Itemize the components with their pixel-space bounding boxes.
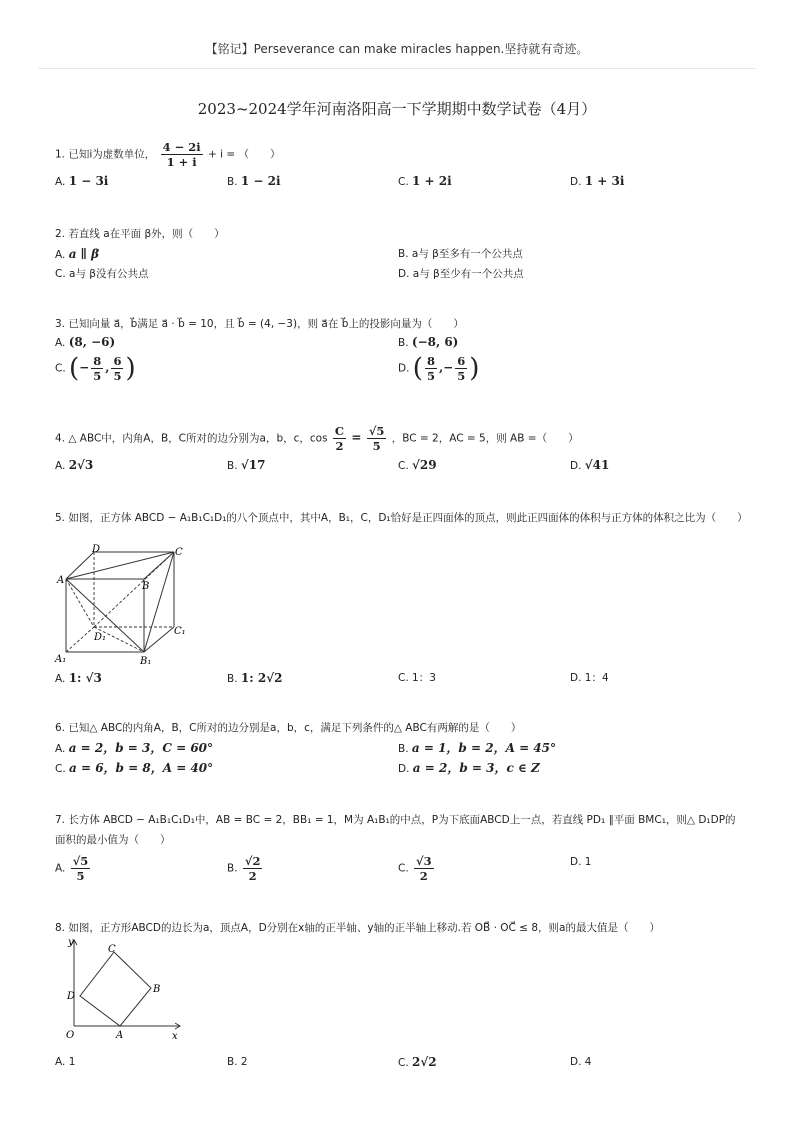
question-8-stem: 8. 如图，正方形ABCD的边长为a，顶点A，D分别在x轴的正半轴、y轴的正半轴上移动.若 OB⃗ · OC⃗ ≤ 8，则a的最大值是（ ）: [55, 922, 660, 934]
question-1-stem-post: + i = （ ）: [207, 148, 281, 161]
question-7-options: [55, 854, 745, 888]
question-7-option-c[interactable]: C. $\frac{√3}{2}$: [398, 854, 432, 883]
question-1-option-b[interactable]: B. 1 − 2i: [227, 174, 281, 188]
question-1-stem-pre: 1. 已知i为虚数单位，: [55, 148, 156, 161]
figure5-label-d: D: [92, 544, 101, 555]
figure8-label-o: O: [66, 1030, 75, 1041]
figure8-label-c: C: [108, 944, 116, 955]
question-5-option-a[interactable]: A. 1: √3: [55, 671, 102, 685]
question-3-option-c[interactable]: C. (− $\frac{8}{5}$ , $\frac{6}{5}$ ): [55, 353, 136, 384]
question-7-option-b[interactable]: B. $\frac{√2}{2}$: [227, 854, 261, 883]
figure5-label-a1: A₁: [55, 654, 67, 665]
question-4-options: [55, 457, 745, 475]
page-title: 2023~2024学年河南洛阳高一下学期期中数学试卷（4月）: [197, 100, 597, 118]
question-8-options: [55, 1054, 745, 1072]
question-7-option-d[interactable]: D. 1: [570, 856, 592, 868]
question-8-option-c[interactable]: C. 2√2: [398, 1055, 437, 1069]
figure5-label-c: C: [175, 547, 183, 558]
question-1-fraction-den: 1 + i: [166, 155, 197, 169]
question-6-option-d[interactable]: D. a = 2，b = 3，c ∈ Z: [398, 761, 540, 775]
question-1-option-a[interactable]: A. 1 − 3i: [55, 174, 109, 188]
question-6-option-a[interactable]: A. a = 2，b = 3，C = 60°: [55, 741, 214, 755]
question-1-option-c[interactable]: C. 1 + 2i: [398, 174, 452, 188]
question-7-option-a[interactable]: A. $\frac{√5}{5}$: [55, 854, 89, 883]
page-motto: 【铭记】Perseverance can make miracles happen.坚持就有奇迹。: [205, 42, 589, 56]
question-2-stem: 2. 若直线 a在平面 β外，则（ ）: [55, 228, 225, 240]
question-3-option-b[interactable]: B. (−8, 6): [398, 335, 459, 349]
question-4: [55, 424, 745, 475]
question-5-options-wrap: [55, 670, 745, 688]
figure8-label-y: y: [68, 937, 74, 948]
question-3: [55, 316, 745, 386]
question-2-options-row2: [55, 266, 745, 284]
question-2: [55, 226, 745, 284]
question-4-option-b[interactable]: B. √17: [227, 458, 266, 472]
question-4-option-d[interactable]: D. √41: [570, 458, 610, 472]
figure5-label-a: A: [57, 575, 65, 586]
figure8-label-d: D: [67, 991, 76, 1002]
question-2-option-d[interactable]: D. a与 β至少有一个公共点: [398, 268, 524, 280]
question-5-stem: 5. 如图，正方体 ABCD − A₁B₁C₁D₁的八个顶点中，其中A，B₁，C，D₁恰好是正四面体的顶点，则此正四面体的体积与正方体的体积之比为（ ）: [55, 512, 748, 524]
figure5-label-d1: D₁: [94, 632, 107, 643]
question-8-option-d[interactable]: D. 4: [570, 1056, 592, 1068]
question-3-options-row2: [55, 350, 745, 386]
question-6: [55, 720, 745, 778]
question-6-option-c[interactable]: C. a = 6，b = 8，A = 40°: [55, 761, 214, 775]
question-1-option-d[interactable]: D. 1 + 3i: [570, 174, 625, 188]
question-2-option-b[interactable]: B. a与 β至多有一个公共点: [398, 248, 523, 260]
question-2-option-c[interactable]: C. a与 β没有公共点: [55, 268, 149, 280]
question-5-options: [55, 670, 745, 688]
question-6-options-row1: [55, 740, 745, 758]
question-8-options-wrap: [55, 1054, 745, 1072]
question-2-options-row1: [55, 246, 745, 264]
figure5-label-b1: B₁: [140, 656, 152, 667]
question-4-option-c[interactable]: C. √29: [398, 458, 437, 472]
question-2-option-a[interactable]: A. a ∥ β: [55, 247, 100, 261]
question-8-coordinate-figure: [52, 936, 187, 1046]
figure5-label-c1: C₁: [174, 626, 186, 637]
question-5: [55, 508, 748, 528]
question-4-option-a[interactable]: A. 2√3: [55, 458, 94, 472]
question-6-option-b[interactable]: B. a = 1，b = 2，A = 45°: [398, 741, 556, 755]
question-5-option-c[interactable]: C. 1：3: [398, 672, 436, 684]
question-1-fraction-num: 4 − 2i: [162, 140, 201, 154]
header-divider: [38, 68, 756, 69]
figure8-label-b: B: [153, 984, 161, 995]
question-3-stem: 3. 已知向量 a⃗，b⃗满足 a⃗ · b⃗ = 10，且 b⃗ = (4, −3)，则 a⃗在 b⃗上的投影向量为（ ）: [55, 318, 464, 330]
question-1: [55, 140, 745, 191]
question-8: [55, 920, 745, 936]
question-8-option-a[interactable]: A. 1: [55, 1056, 76, 1068]
question-5-cube-figure: [52, 542, 192, 670]
question-5-option-d[interactable]: D. 1：4: [570, 672, 609, 684]
question-7: [55, 810, 745, 888]
figure8-label-a: A: [116, 1030, 124, 1041]
question-4-stem: 4. △ ABC中，内角A，B，C所对的边分别为a，b，c，cos $\frac{C}{2}$ = $\frac{√5}{5}$ ，BC = 2，AC = 5，则 AB =（ ）: [55, 424, 579, 453]
question-1-fraction: [161, 140, 203, 169]
question-7-stem: 7. 长方体 ABCD − A₁B₁C₁D₁中，AB = BC = 2，BB₁ = 1，M为 A₁B₁的中点，P为下底面ABCD上一点，若直线 PD₁ ∥平面 BMC₁，则△ D₁DP的面积的最小值为（ ）: [55, 814, 736, 846]
question-5-option-b[interactable]: B. 1: 2√2: [227, 671, 283, 685]
question-3-option-d[interactable]: D. ( $\frac{8}{5}$ ,− $\frac{6}{5}$ ): [398, 353, 480, 384]
figure8-label-x: x: [172, 1031, 178, 1042]
question-3-option-a[interactable]: A. (8, −6): [55, 335, 116, 349]
question-6-stem: 6. 已知△ ABC的内角A，B，C所对的边分别是a，b，c，满足下列条件的△ ABC有两解的是（ ）: [55, 722, 522, 734]
question-1-stem: [55, 140, 745, 169]
figure5-label-b: B: [142, 581, 150, 592]
question-8-option-b[interactable]: B. 2: [227, 1056, 248, 1068]
question-6-options-row2: [55, 760, 745, 778]
question-1-options: [55, 173, 745, 191]
